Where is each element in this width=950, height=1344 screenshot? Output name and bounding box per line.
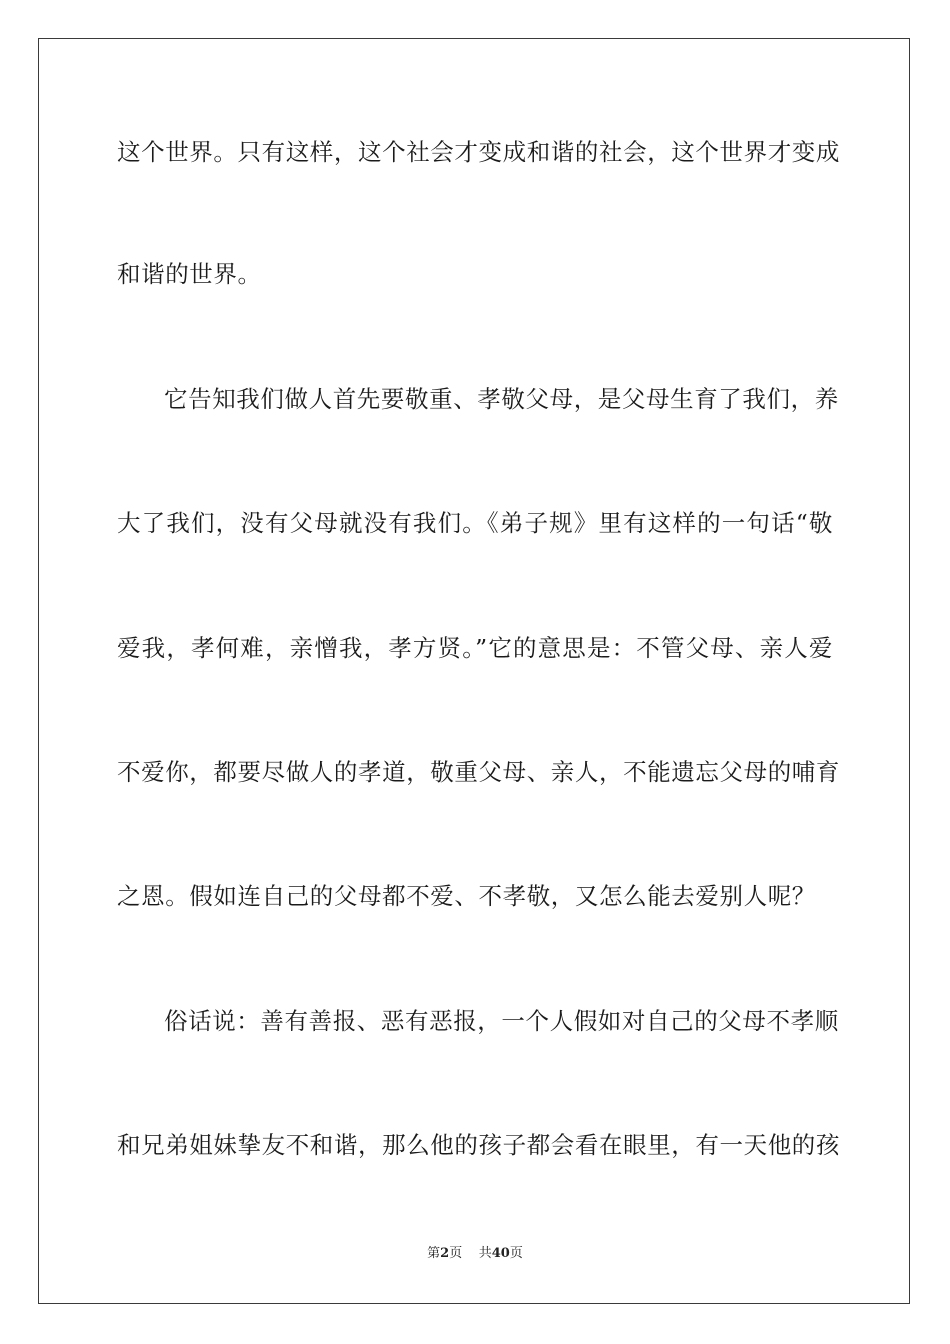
page-border (38, 38, 910, 1304)
text-line-5: 爱我，孝何难，亲憎我，孝方贤。”它的意思是：不管父母、亲人爱 (117, 634, 833, 662)
text-line-3: 它告知我们做人首先要敬重、孝敬父母，是父母生育了我们，养 (164, 385, 839, 413)
footer-total-suffix: 页 (509, 1246, 523, 1261)
text-line-9: 和兄弟姐妹挚友不和谐，那么他的孩子都会看在眼里，有一天他的孩 (117, 1131, 840, 1159)
text-line-4: 大了我们，没有父母就没有我们。《弟子规》里有这样的一句话“敬 (117, 509, 833, 537)
footer-page-prefix: 第 (427, 1246, 441, 1261)
text-line-6: 不爱你，都要尽做人的孝道，敬重父母、亲人，不能遗忘父母的哺育 (117, 758, 840, 786)
page-footer (0, 1246, 950, 1262)
text-line-2: 和谐的世界。 (117, 260, 262, 288)
footer-page-number: 2 (440, 1246, 450, 1261)
footer-total-pages: 40 (491, 1246, 510, 1261)
text-line-1: 这个世界。只有这样，这个社会才变成和谐的社会，这个世界才变成 (117, 138, 840, 166)
footer-page-suffix: 页 (449, 1246, 463, 1261)
footer-total-prefix: 共 (478, 1246, 492, 1261)
text-line-8: 俗话说：善有善报、恶有恶报，一个人假如对自己的父母不孝顺 (164, 1007, 839, 1035)
text-line-7: 之恩。假如连自己的父母都不爱、不孝敬，又怎么能去爱别人呢？ (117, 882, 816, 910)
